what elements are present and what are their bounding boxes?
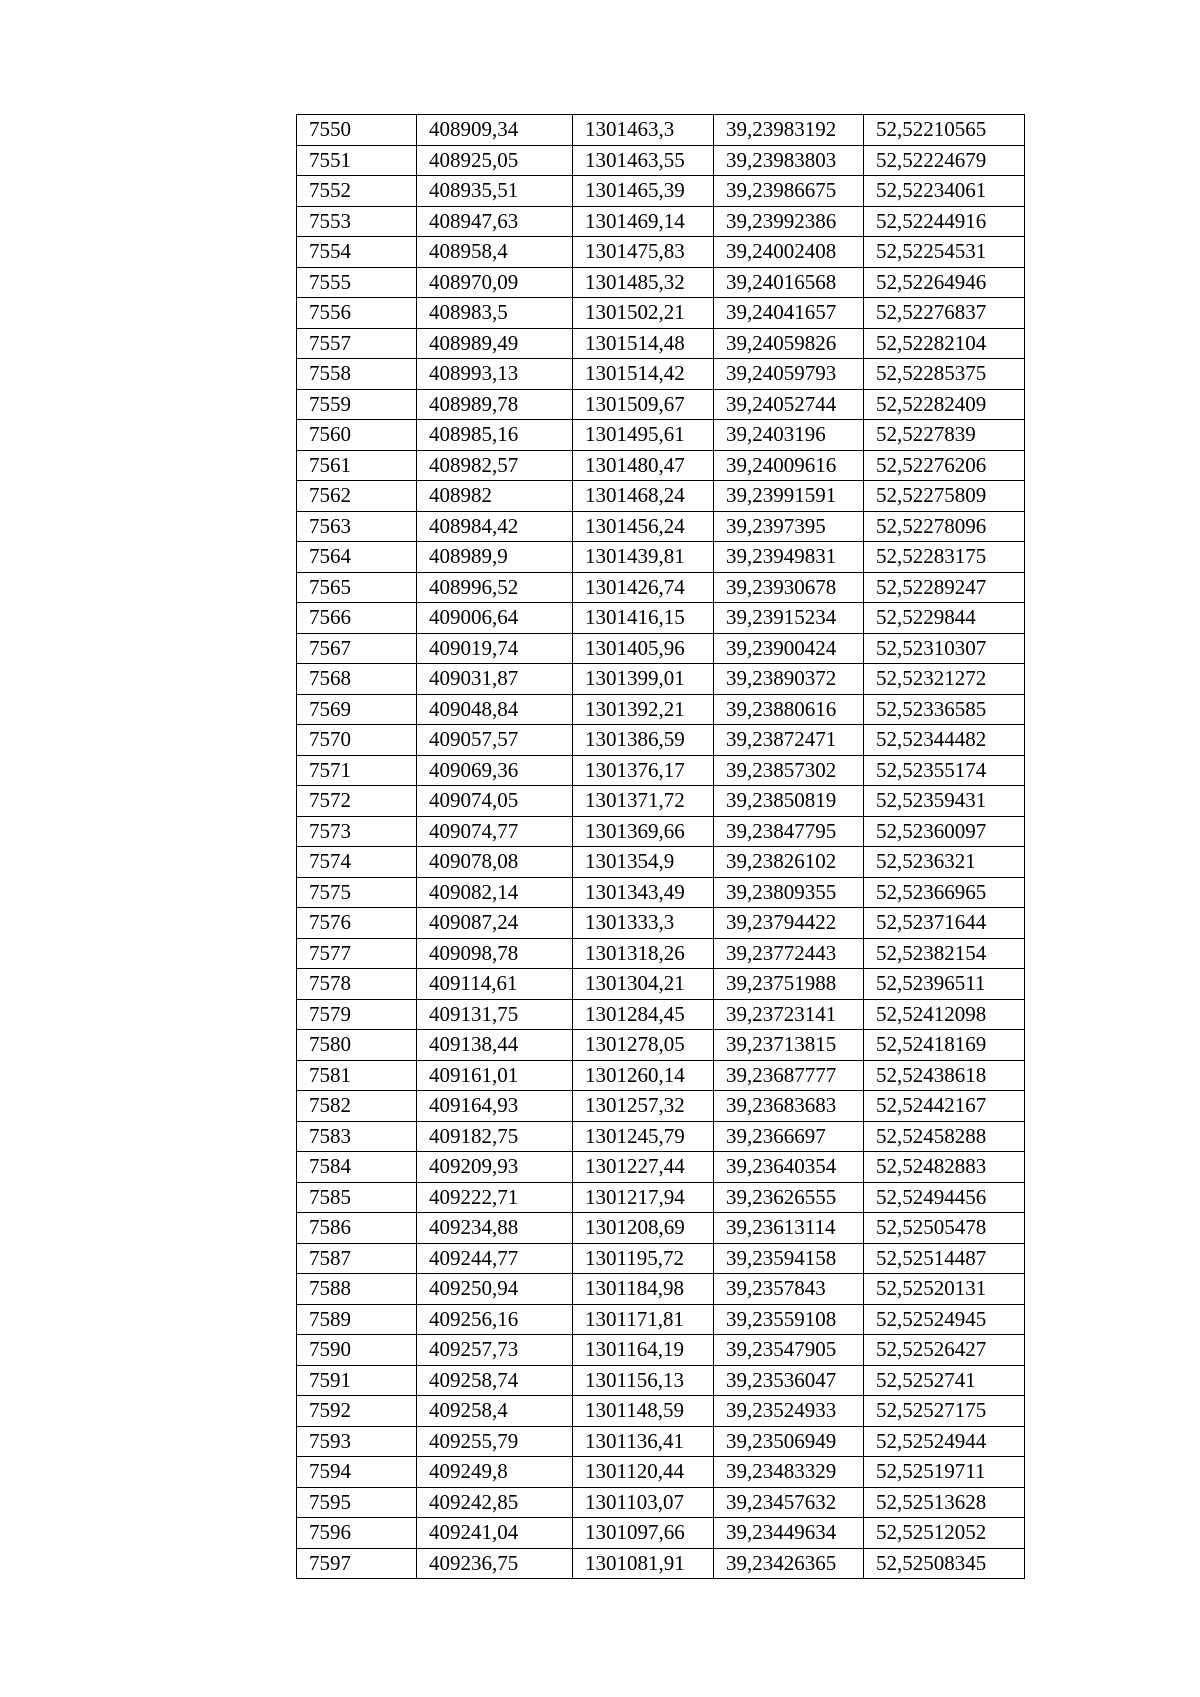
point-number-cell: 7581	[297, 1060, 417, 1091]
longitude-cell: 52,52276837	[864, 298, 1025, 329]
x-coordinate-cell: 408983,5	[417, 298, 573, 329]
x-coordinate-cell: 409161,01	[417, 1060, 573, 1091]
latitude-cell: 39,23426365	[714, 1548, 864, 1579]
longitude-cell: 52,52276206	[864, 450, 1025, 481]
y-coordinate-cell: 1301171,81	[573, 1304, 714, 1335]
longitude-cell: 52,52234061	[864, 176, 1025, 207]
table-row	[297, 1335, 1025, 1366]
latitude-cell: 39,23986675	[714, 176, 864, 207]
longitude-cell: 52,52508345	[864, 1548, 1025, 1579]
longitude-cell: 52,5236321	[864, 847, 1025, 878]
x-coordinate-cell: 408984,42	[417, 511, 573, 542]
y-coordinate-cell: 1301208,69	[573, 1213, 714, 1244]
x-coordinate-cell: 409250,94	[417, 1274, 573, 1305]
x-coordinate-cell: 408989,9	[417, 542, 573, 573]
point-number-cell: 7588	[297, 1274, 417, 1305]
table-row	[297, 481, 1025, 512]
table-row	[297, 1274, 1025, 1305]
table-row	[297, 755, 1025, 786]
y-coordinate-cell: 1301257,32	[573, 1091, 714, 1122]
y-coordinate-cell: 1301514,48	[573, 328, 714, 359]
x-coordinate-cell: 409222,71	[417, 1182, 573, 1213]
latitude-cell: 39,23683683	[714, 1091, 864, 1122]
point-number-cell: 7594	[297, 1457, 417, 1488]
x-coordinate-cell: 409048,84	[417, 694, 573, 725]
latitude-cell: 39,23983803	[714, 145, 864, 176]
latitude-cell: 39,23991591	[714, 481, 864, 512]
table-row	[297, 603, 1025, 634]
x-coordinate-cell: 409006,64	[417, 603, 573, 634]
longitude-cell: 52,52396511	[864, 969, 1025, 1000]
longitude-cell: 52,52264946	[864, 267, 1025, 298]
point-number-cell: 7564	[297, 542, 417, 573]
longitude-cell: 52,52321272	[864, 664, 1025, 695]
y-coordinate-cell: 1301485,32	[573, 267, 714, 298]
latitude-cell: 39,24002408	[714, 237, 864, 268]
table-row	[297, 847, 1025, 878]
longitude-cell: 52,52524944	[864, 1426, 1025, 1457]
latitude-cell: 39,23983192	[714, 115, 864, 146]
table-row	[297, 1426, 1025, 1457]
table-row	[297, 298, 1025, 329]
longitude-cell: 52,52285375	[864, 359, 1025, 390]
point-number-cell: 7567	[297, 633, 417, 664]
latitude-cell: 39,23772443	[714, 938, 864, 969]
table-row	[297, 908, 1025, 939]
y-coordinate-cell: 1301164,19	[573, 1335, 714, 1366]
point-number-cell: 7592	[297, 1396, 417, 1427]
longitude-cell: 52,52412098	[864, 999, 1025, 1030]
y-coordinate-cell: 1301318,26	[573, 938, 714, 969]
table-row	[297, 938, 1025, 969]
point-number-cell: 7577	[297, 938, 417, 969]
latitude-cell: 39,23809355	[714, 877, 864, 908]
point-number-cell: 7550	[297, 115, 417, 146]
y-coordinate-cell: 1301103,07	[573, 1487, 714, 1518]
table-row	[297, 1213, 1025, 1244]
latitude-cell: 39,23449634	[714, 1518, 864, 1549]
y-coordinate-cell: 1301392,21	[573, 694, 714, 725]
point-number-cell: 7576	[297, 908, 417, 939]
longitude-cell: 52,52382154	[864, 938, 1025, 969]
y-coordinate-cell: 1301376,17	[573, 755, 714, 786]
longitude-cell: 52,52494456	[864, 1182, 1025, 1213]
latitude-cell: 39,23751988	[714, 969, 864, 1000]
y-coordinate-cell: 1301456,24	[573, 511, 714, 542]
latitude-cell: 39,24052744	[714, 389, 864, 420]
point-number-cell: 7571	[297, 755, 417, 786]
longitude-cell: 52,52505478	[864, 1213, 1025, 1244]
latitude-cell: 39,24059793	[714, 359, 864, 390]
table-row	[297, 145, 1025, 176]
point-number-cell: 7585	[297, 1182, 417, 1213]
coordinates-table-body	[297, 115, 1025, 1579]
table-row	[297, 572, 1025, 603]
table-row	[297, 359, 1025, 390]
point-number-cell: 7553	[297, 206, 417, 237]
x-coordinate-cell: 409249,8	[417, 1457, 573, 1488]
latitude-cell: 39,23506949	[714, 1426, 864, 1457]
x-coordinate-cell: 408989,49	[417, 328, 573, 359]
y-coordinate-cell: 1301354,9	[573, 847, 714, 878]
x-coordinate-cell: 409057,57	[417, 725, 573, 756]
longitude-cell: 52,52244916	[864, 206, 1025, 237]
x-coordinate-cell: 409256,16	[417, 1304, 573, 1335]
x-coordinate-cell: 409114,61	[417, 969, 573, 1000]
table-row	[297, 1304, 1025, 1335]
y-coordinate-cell: 1301120,44	[573, 1457, 714, 1488]
x-coordinate-cell: 409257,73	[417, 1335, 573, 1366]
table-row	[297, 1457, 1025, 1488]
point-number-cell: 7558	[297, 359, 417, 390]
table-row	[297, 176, 1025, 207]
x-coordinate-cell: 408970,09	[417, 267, 573, 298]
y-coordinate-cell: 1301386,59	[573, 725, 714, 756]
longitude-cell: 52,52512052	[864, 1518, 1025, 1549]
point-number-cell: 7557	[297, 328, 417, 359]
latitude-cell: 39,23640354	[714, 1152, 864, 1183]
point-number-cell: 7583	[297, 1121, 417, 1152]
latitude-cell: 39,23880616	[714, 694, 864, 725]
latitude-cell: 39,23794422	[714, 908, 864, 939]
y-coordinate-cell: 1301514,42	[573, 359, 714, 390]
y-coordinate-cell: 1301469,14	[573, 206, 714, 237]
table-row	[297, 1060, 1025, 1091]
x-coordinate-cell: 409182,75	[417, 1121, 573, 1152]
longitude-cell: 52,52438618	[864, 1060, 1025, 1091]
point-number-cell: 7556	[297, 298, 417, 329]
table-row	[297, 1548, 1025, 1579]
longitude-cell: 52,5252741	[864, 1365, 1025, 1396]
table-row	[297, 816, 1025, 847]
latitude-cell: 39,2403196	[714, 420, 864, 451]
y-coordinate-cell: 1301245,79	[573, 1121, 714, 1152]
point-number-cell: 7573	[297, 816, 417, 847]
latitude-cell: 39,24016568	[714, 267, 864, 298]
latitude-cell: 39,23559108	[714, 1304, 864, 1335]
y-coordinate-cell: 1301195,72	[573, 1243, 714, 1274]
y-coordinate-cell: 1301475,83	[573, 237, 714, 268]
table-row	[297, 633, 1025, 664]
table-row	[297, 267, 1025, 298]
table-row	[297, 328, 1025, 359]
y-coordinate-cell: 1301480,47	[573, 450, 714, 481]
y-coordinate-cell: 1301304,21	[573, 969, 714, 1000]
latitude-cell: 39,23872471	[714, 725, 864, 756]
latitude-cell: 39,23847795	[714, 816, 864, 847]
x-coordinate-cell: 409242,85	[417, 1487, 573, 1518]
latitude-cell: 39,23613114	[714, 1213, 864, 1244]
x-coordinate-cell: 408947,63	[417, 206, 573, 237]
y-coordinate-cell: 1301343,49	[573, 877, 714, 908]
point-number-cell: 7597	[297, 1548, 417, 1579]
y-coordinate-cell: 1301463,3	[573, 115, 714, 146]
y-coordinate-cell: 1301081,91	[573, 1548, 714, 1579]
table-row	[297, 1518, 1025, 1549]
table-row	[297, 786, 1025, 817]
latitude-cell: 39,23826102	[714, 847, 864, 878]
point-number-cell: 7587	[297, 1243, 417, 1274]
point-number-cell: 7562	[297, 481, 417, 512]
latitude-cell: 39,24059826	[714, 328, 864, 359]
y-coordinate-cell: 1301371,72	[573, 786, 714, 817]
longitude-cell: 52,5229844	[864, 603, 1025, 634]
latitude-cell: 39,23524933	[714, 1396, 864, 1427]
longitude-cell: 52,52513628	[864, 1487, 1025, 1518]
table-row	[297, 877, 1025, 908]
y-coordinate-cell: 1301465,39	[573, 176, 714, 207]
table-row	[297, 1396, 1025, 1427]
table-row	[297, 542, 1025, 573]
latitude-cell: 39,23536047	[714, 1365, 864, 1396]
latitude-cell: 39,2366697	[714, 1121, 864, 1152]
point-number-cell: 7568	[297, 664, 417, 695]
table-row	[297, 1182, 1025, 1213]
table-row	[297, 511, 1025, 542]
point-number-cell: 7574	[297, 847, 417, 878]
x-coordinate-cell: 408935,51	[417, 176, 573, 207]
latitude-cell: 39,23857302	[714, 755, 864, 786]
y-coordinate-cell: 1301227,44	[573, 1152, 714, 1183]
table-row	[297, 1030, 1025, 1061]
longitude-cell: 52,52310307	[864, 633, 1025, 664]
latitude-cell: 39,23850819	[714, 786, 864, 817]
longitude-cell: 52,52527175	[864, 1396, 1025, 1427]
latitude-cell: 39,23890372	[714, 664, 864, 695]
x-coordinate-cell: 409078,08	[417, 847, 573, 878]
latitude-cell: 39,23626555	[714, 1182, 864, 1213]
table-row	[297, 450, 1025, 481]
point-number-cell: 7590	[297, 1335, 417, 1366]
x-coordinate-cell: 408985,16	[417, 420, 573, 451]
y-coordinate-cell: 1301439,81	[573, 542, 714, 573]
x-coordinate-cell: 409074,77	[417, 816, 573, 847]
y-coordinate-cell: 1301284,45	[573, 999, 714, 1030]
longitude-cell: 52,52360097	[864, 816, 1025, 847]
point-number-cell: 7593	[297, 1426, 417, 1457]
point-number-cell: 7584	[297, 1152, 417, 1183]
point-number-cell: 7566	[297, 603, 417, 634]
longitude-cell: 52,52336585	[864, 694, 1025, 725]
y-coordinate-cell: 1301136,41	[573, 1426, 714, 1457]
point-number-cell: 7569	[297, 694, 417, 725]
x-coordinate-cell: 408982,57	[417, 450, 573, 481]
longitude-cell: 52,52359431	[864, 786, 1025, 817]
y-coordinate-cell: 1301217,94	[573, 1182, 714, 1213]
point-number-cell: 7555	[297, 267, 417, 298]
point-number-cell: 7575	[297, 877, 417, 908]
table-row	[297, 389, 1025, 420]
longitude-cell: 52,52283175	[864, 542, 1025, 573]
longitude-cell: 52,52289247	[864, 572, 1025, 603]
longitude-cell: 52,52514487	[864, 1243, 1025, 1274]
x-coordinate-cell: 408958,4	[417, 237, 573, 268]
longitude-cell: 52,52282409	[864, 389, 1025, 420]
x-coordinate-cell: 409098,78	[417, 938, 573, 969]
latitude-cell: 39,23992386	[714, 206, 864, 237]
y-coordinate-cell: 1301416,15	[573, 603, 714, 634]
longitude-cell: 52,52442167	[864, 1091, 1025, 1122]
longitude-cell: 52,52524945	[864, 1304, 1025, 1335]
longitude-cell: 52,52278096	[864, 511, 1025, 542]
latitude-cell: 39,2357843	[714, 1274, 864, 1305]
longitude-cell: 52,52275809	[864, 481, 1025, 512]
longitude-cell: 52,52282104	[864, 328, 1025, 359]
table-row	[297, 115, 1025, 146]
longitude-cell: 52,52520131	[864, 1274, 1025, 1305]
x-coordinate-cell: 409209,93	[417, 1152, 573, 1183]
x-coordinate-cell: 409258,74	[417, 1365, 573, 1396]
y-coordinate-cell: 1301426,74	[573, 572, 714, 603]
latitude-cell: 39,23949831	[714, 542, 864, 573]
x-coordinate-cell: 408993,13	[417, 359, 573, 390]
longitude-cell: 52,52371644	[864, 908, 1025, 939]
latitude-cell: 39,23713815	[714, 1030, 864, 1061]
longitude-cell: 52,52418169	[864, 1030, 1025, 1061]
x-coordinate-cell: 409258,4	[417, 1396, 573, 1427]
longitude-cell: 52,52366965	[864, 877, 1025, 908]
x-coordinate-cell: 409131,75	[417, 999, 573, 1030]
y-coordinate-cell: 1301463,55	[573, 145, 714, 176]
point-number-cell: 7589	[297, 1304, 417, 1335]
point-number-cell: 7570	[297, 725, 417, 756]
longitude-cell: 52,52482883	[864, 1152, 1025, 1183]
table-row	[297, 664, 1025, 695]
x-coordinate-cell: 408925,05	[417, 145, 573, 176]
point-number-cell: 7554	[297, 237, 417, 268]
y-coordinate-cell: 1301369,66	[573, 816, 714, 847]
point-number-cell: 7563	[297, 511, 417, 542]
latitude-cell: 39,23457632	[714, 1487, 864, 1518]
longitude-cell: 52,52355174	[864, 755, 1025, 786]
table-row	[297, 1365, 1025, 1396]
table-row	[297, 725, 1025, 756]
point-number-cell: 7565	[297, 572, 417, 603]
latitude-cell: 39,23483329	[714, 1457, 864, 1488]
table-row	[297, 1121, 1025, 1152]
x-coordinate-cell: 409074,05	[417, 786, 573, 817]
point-number-cell: 7561	[297, 450, 417, 481]
x-coordinate-cell: 409082,14	[417, 877, 573, 908]
longitude-cell: 52,5227839	[864, 420, 1025, 451]
y-coordinate-cell: 1301184,98	[573, 1274, 714, 1305]
x-coordinate-cell: 408982	[417, 481, 573, 512]
x-coordinate-cell: 408989,78	[417, 389, 573, 420]
longitude-cell: 52,52526427	[864, 1335, 1025, 1366]
x-coordinate-cell: 409138,44	[417, 1030, 573, 1061]
latitude-cell: 39,23594158	[714, 1243, 864, 1274]
point-number-cell: 7586	[297, 1213, 417, 1244]
y-coordinate-cell: 1301333,3	[573, 908, 714, 939]
x-coordinate-cell: 408996,52	[417, 572, 573, 603]
y-coordinate-cell: 1301260,14	[573, 1060, 714, 1091]
x-coordinate-cell: 409069,36	[417, 755, 573, 786]
point-number-cell: 7578	[297, 969, 417, 1000]
x-coordinate-cell: 409031,87	[417, 664, 573, 695]
table-row	[297, 420, 1025, 451]
y-coordinate-cell: 1301405,96	[573, 633, 714, 664]
longitude-cell: 52,52224679	[864, 145, 1025, 176]
table-row	[297, 969, 1025, 1000]
longitude-cell: 52,52254531	[864, 237, 1025, 268]
point-number-cell: 7559	[297, 389, 417, 420]
y-coordinate-cell: 1301148,59	[573, 1396, 714, 1427]
table-row	[297, 1243, 1025, 1274]
y-coordinate-cell: 1301399,01	[573, 664, 714, 695]
y-coordinate-cell: 1301278,05	[573, 1030, 714, 1061]
longitude-cell: 52,52210565	[864, 115, 1025, 146]
coordinates-table	[296, 114, 1025, 1579]
point-number-cell: 7595	[297, 1487, 417, 1518]
point-number-cell: 7591	[297, 1365, 417, 1396]
x-coordinate-cell: 409164,93	[417, 1091, 573, 1122]
point-number-cell: 7552	[297, 176, 417, 207]
y-coordinate-cell: 1301097,66	[573, 1518, 714, 1549]
x-coordinate-cell: 409236,75	[417, 1548, 573, 1579]
latitude-cell: 39,23687777	[714, 1060, 864, 1091]
x-coordinate-cell: 409087,24	[417, 908, 573, 939]
latitude-cell: 39,23900424	[714, 633, 864, 664]
latitude-cell: 39,23547905	[714, 1335, 864, 1366]
point-number-cell: 7580	[297, 1030, 417, 1061]
point-number-cell: 7596	[297, 1518, 417, 1549]
x-coordinate-cell: 408909,34	[417, 115, 573, 146]
latitude-cell: 39,2397395	[714, 511, 864, 542]
latitude-cell: 39,23723141	[714, 999, 864, 1030]
longitude-cell: 52,52458288	[864, 1121, 1025, 1152]
x-coordinate-cell: 409241,04	[417, 1518, 573, 1549]
point-number-cell: 7582	[297, 1091, 417, 1122]
y-coordinate-cell: 1301495,61	[573, 420, 714, 451]
latitude-cell: 39,24009616	[714, 450, 864, 481]
y-coordinate-cell: 1301156,13	[573, 1365, 714, 1396]
point-number-cell: 7560	[297, 420, 417, 451]
table-row	[297, 1487, 1025, 1518]
table-row	[297, 237, 1025, 268]
x-coordinate-cell: 409255,79	[417, 1426, 573, 1457]
x-coordinate-cell: 409234,88	[417, 1213, 573, 1244]
latitude-cell: 39,23915234	[714, 603, 864, 634]
point-number-cell: 7579	[297, 999, 417, 1030]
point-number-cell: 7572	[297, 786, 417, 817]
y-coordinate-cell: 1301509,67	[573, 389, 714, 420]
table-row	[297, 206, 1025, 237]
longitude-cell: 52,52344482	[864, 725, 1025, 756]
latitude-cell: 39,24041657	[714, 298, 864, 329]
y-coordinate-cell: 1301502,21	[573, 298, 714, 329]
y-coordinate-cell: 1301468,24	[573, 481, 714, 512]
longitude-cell: 52,52519711	[864, 1457, 1025, 1488]
latitude-cell: 39,23930678	[714, 572, 864, 603]
table-row	[297, 694, 1025, 725]
table-row	[297, 1152, 1025, 1183]
point-number-cell: 7551	[297, 145, 417, 176]
table-row	[297, 999, 1025, 1030]
x-coordinate-cell: 409019,74	[417, 633, 573, 664]
x-coordinate-cell: 409244,77	[417, 1243, 573, 1274]
table-row	[297, 1091, 1025, 1122]
